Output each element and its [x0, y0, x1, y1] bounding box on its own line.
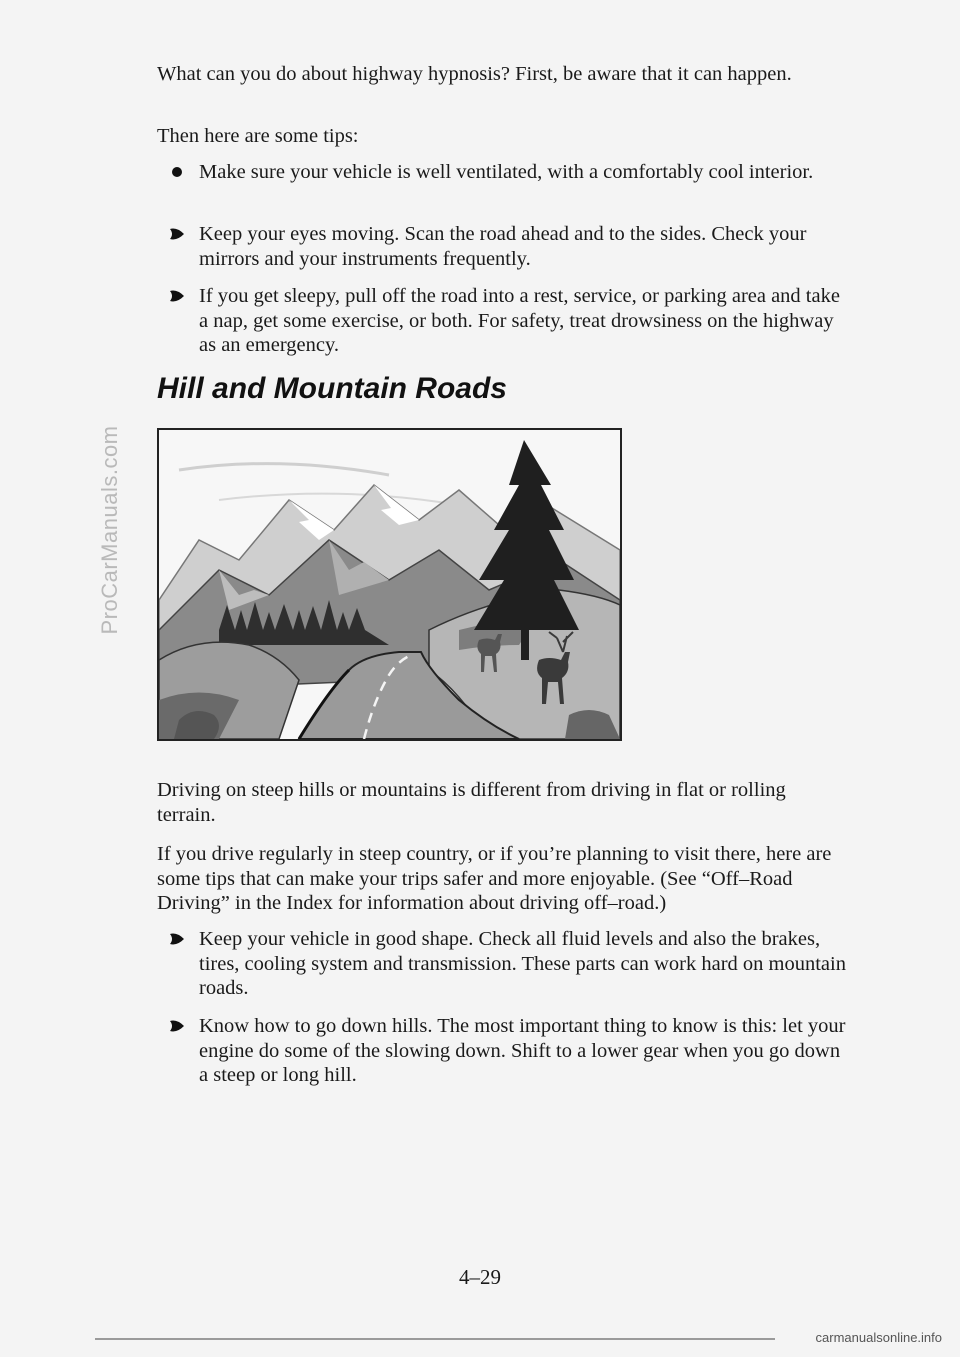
section-paragraph: Driving on steep hills or mountains is different from driving in flat or rolling terrain. — [157, 779, 786, 826]
tip-text: If you get sleepy, pull off the road into a rest, service, or parking area and take a nap, get some exercise, or both. For safety, treat drowsiness on the highway as an emergency. — [199, 285, 840, 356]
mountain-road-illustration — [157, 428, 622, 741]
tip-text: Keep your eyes moving. Scan the road ahead and to the sides. Check your mirrors and your instruments frequently. — [199, 223, 807, 270]
round-bullet-icon — [169, 165, 185, 179]
page-number: 4–29 — [459, 1265, 501, 1289]
tip-text: Keep your vehicle in good shape. Check all fluid levels and also the brakes, tires, cooling system and transmission. These parts can work hard on mountain roads. — [199, 928, 846, 999]
leaf-bullet-icon — [169, 1019, 185, 1033]
mountain-tip-item — [199, 927, 849, 1001]
bottom-rule — [95, 1338, 775, 1340]
leaf-bullet-icon — [169, 932, 185, 946]
section-heading: Hill and Mountain Roads — [157, 372, 507, 405]
tip-item — [199, 160, 849, 185]
tip-text: Make sure your vehicle is well ventilated, with a comfortably cool interior. — [199, 161, 814, 183]
tip-text: Know how to go down hills. The most important thing to know is this: let your engine do some of the slowing down. Shift to a lower gear when you go down a steep or long hill. — [199, 1015, 846, 1086]
watermark-text: ProCarManuals.com — [97, 425, 122, 635]
leaf-bullet-icon — [169, 289, 185, 303]
tip-item — [199, 284, 849, 358]
tips-lead-in: Then here are some tips: — [157, 125, 359, 147]
footer-source: carmanualsonline.info — [815, 1330, 942, 1345]
tip-item — [199, 222, 849, 271]
mountain-tip-item — [199, 1014, 849, 1088]
intro-paragraph: What can you do about highway hypnosis? First, be aware that it can happen. — [157, 63, 792, 85]
leaf-bullet-icon — [169, 227, 185, 241]
section-paragraph: If you drive regularly in steep country, or if you’re planning to visit there, here are some tips that can make your trips safer and more enjoyable. (See “Off–Road Driving” in the Index for information about driving off–road.) — [157, 843, 832, 914]
